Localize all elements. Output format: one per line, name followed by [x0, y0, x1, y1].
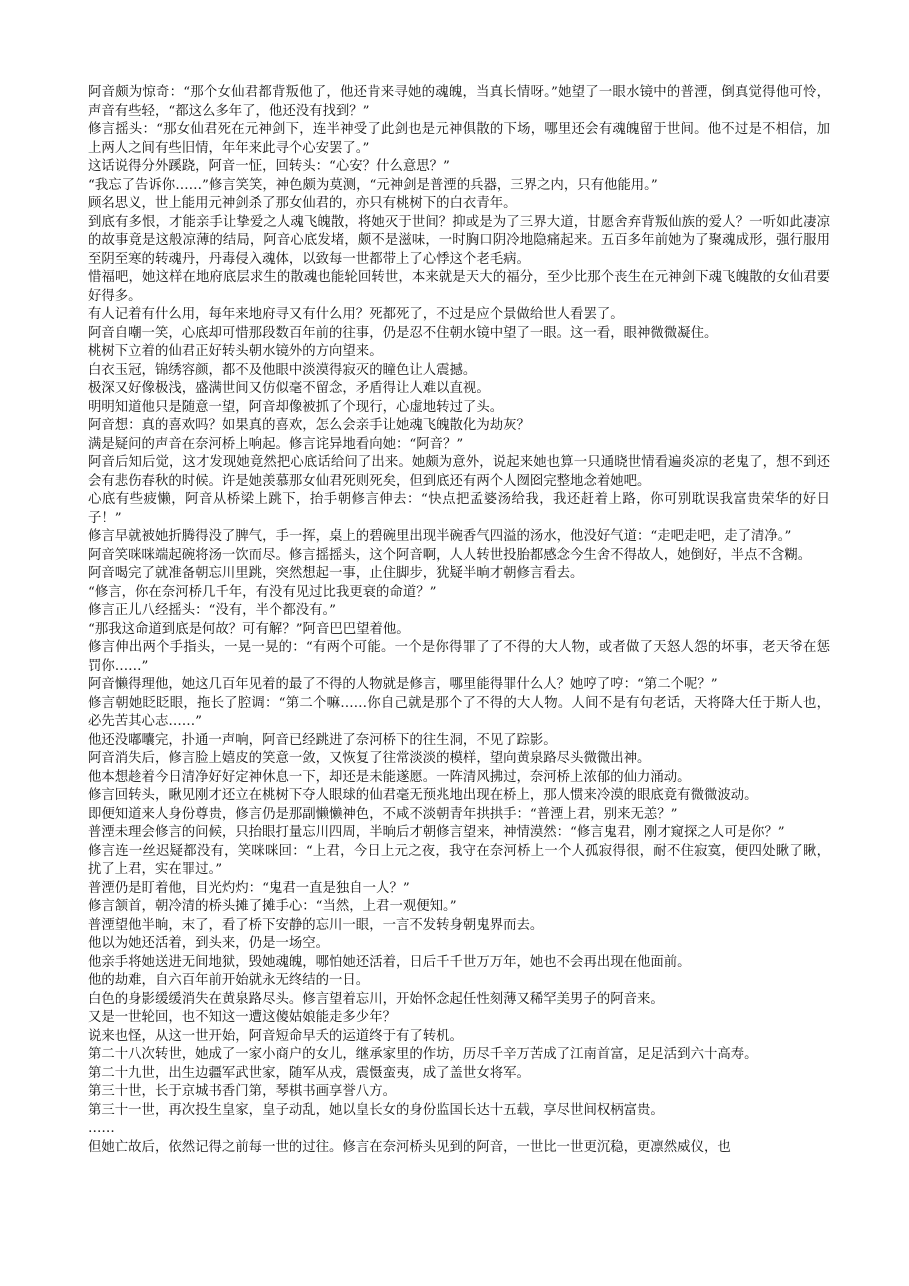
paragraph: 阿音喝完了就准备朝忘川里跳，突然想起一事，止住脚步，犹疑半晌才朝修言看去。: [88, 566, 584, 581]
paragraph: 修言朝她眨眨眼，拖长了腔调：“第二个嘛……你自己就是那个了不得的大人物。人间不是有句老话，天将降大任于斯人也，必先苦其心志……”: [88, 695, 830, 729]
paragraph: 修言颔首，朝冷清的桥头摊了摊手心：“当然，上君一观便知。”: [88, 899, 457, 914]
paragraph: 普湮未理会修言的问候，只抬眼打量忘川四周，半晌后才朝修言望来，神情漠然：“修言鬼君，刚才窥探之人可是你？”: [88, 825, 785, 840]
paragraph: 修言摇头：“那女仙君死在元神剑下，连半神受了此剑也是元神俱散的下场，哪里还会有魂魄留于世间。他不过是不相信，加上两人之间有些旧情，年年来此寻个心安罢了。”: [88, 122, 830, 156]
paragraph: 说来也怪，从这一世开始，阿音短命早夭的运道终于有了转机。: [88, 1028, 463, 1044]
paragraph: 他本想趁着今日清净好好定神休息一下，却还是未能遂愿。一阵清风拂过，奈河桥上浓郁的仙力涌动。: [88, 769, 691, 785]
paragraph: 白色的身影缓缓消失在黄泉路尽头。修言望着忘川，开始怀念起任性刻薄又稀罕美男子的阿音来。: [88, 991, 664, 1007]
paragraph: 极深又好像极浅，盛满世间又仿似毫不留念，矛盾得让人难以直视。: [88, 381, 490, 396]
paragraph: 到底有多恨，才能亲手让挚爱之人魂飞魄散，将她灭于世间？抑或是为了三界大道，甘愿舍弃背叛仙族的爱人？一听如此凄凉的故事竟是这般凉薄的结局，阿音心底发堵，颇不是滋味，一时胸口阴冷地隐痛起来。五百多年前她为了聚魂成形，强行服用至阴至寒的转魂丹，丹毒侵入魂体，以致每一世都带上了心悸这个老毛病。: [88, 214, 830, 267]
paragraph: 阿音自嘲一笑，心底却可惜那段数百年前的往事，仍是忍不住朝水镜中望了一眼。这一看，眼神微微凝住。: [88, 325, 718, 341]
paragraph: 明明知道他只是随意一望，阿音却像被抓了个现行，心虚地转过了头。: [88, 399, 504, 415]
paragraph: 他的劫难，自六百年前开始就永无终结的一日。: [88, 973, 370, 988]
paragraph: 阿音笑咪咪端起碗将汤一饮而尽。修言摇摇头，这个阿音啊，人人转世投胎都感念今生舍不得故人，她倒好，半点不含糊。: [88, 547, 812, 563]
paragraph: 这话说得分外蹊跷，阿音一怔，回转头：“心安？什么意思？”: [88, 159, 450, 174]
paragraph: 又是一世轮回，也不知这一遭这傻姑娘能走多少年？: [88, 1010, 396, 1025]
document-page: [88, 84, 830, 1157]
paragraph: 他亲手将她送进无间地狱，毁她魂魄，哪怕她还活着，日后千千世万万年，她也不会再出现在他面前。: [88, 954, 691, 970]
paragraph: 满是疑问的声音在奈河桥上响起。修言诧异地看向她：“阿音？”: [88, 436, 464, 452]
paragraph: “修言，你在奈河桥几千年，有没有见过比我更衰的命道？”: [88, 584, 437, 600]
paragraph: 心底有些疲懒，阿音从桥梁上跳下，抬手朝修言伸去：“快点把孟婆汤给我，我还赶着上路，你可别耽误我富贵荣华的好日子！”: [88, 492, 830, 526]
paragraph: 他还没嘟囔完，扑通一声响，阿音已经跳进了奈河桥下的往生洞，不见了踪影。: [88, 732, 557, 748]
paragraph: 他以为她还活着，到头来，仍是一场空。: [88, 936, 330, 951]
paragraph: 修言正儿八经摇头：“没有，半个都没有。”: [88, 603, 337, 618]
paragraph: 但她亡故后，依然记得之前每一世的过往。修言在奈河桥头见到的阿音，一世比一世更沉稳，更凛然威仪，也: [88, 1139, 731, 1155]
paragraph: 阿音颇为惊奇：“那个女仙君都背叛他了，他还肯来寻她的魂魄，当真长情呀。”她望了一眼水镜中的普湮，倒真觉得他可怜，声音有些轻，“都这么多年了，他还没有找到？”: [88, 85, 830, 119]
paragraph: 普湮仍是盯着他，目光灼灼：“鬼君一直是独自一人？”: [88, 880, 410, 896]
paragraph: 修言连一丝迟疑都没有，笑咪咪回：“上君，今日上元之夜，我守在奈河桥上一个人孤寂得很，耐不住寂寞，便四处瞅了瞅，扰了上君，实在罪过。”: [88, 843, 830, 877]
paragraph: 修言伸出两个手指头，一晃一晃的：“有两个可能。一个是你得罪了了不得的大人物，或者做了天怒人怨的坏事，老天爷在惩罚你……”: [88, 640, 830, 674]
paragraph: 普湮望他半晌，末了，看了桥下安静的忘川一眼，一言不发转身朝鬼界而去。: [88, 917, 544, 933]
paragraph: ……: [88, 1121, 115, 1136]
paragraph: 修言回转头，瞅见刚才还立在桃树下夺人眼球的仙君毫无预兆地出现在桥上，那人惯来冷漠的眼底竟有微微波动。: [88, 788, 758, 803]
paragraph: 第二十八次转世，她成了一家小商户的女儿，继承家里的作坊，历尽千辛万苦成了江南首富，足足活到六十高寿。: [88, 1047, 758, 1062]
paragraph: 白衣玉冠，锦绣容颜，都不及他眼中淡漠得寂灭的瞳色让人震撼。: [88, 362, 477, 378]
paragraph: “我忘了告诉你……”修言笑笑，神色颇为莫测，“元神剑是普湮的兵器，三界之内，只有他能用。”: [88, 177, 658, 193]
paragraph: 惜福吧，她这样在地府底层求生的散魂也能轮回转世，本来就是天大的福分，至少比那个丧生在元神剑下魂飞魄散的女仙君要好得多。: [88, 270, 830, 304]
paragraph: 即便知道来人身份尊贵，修言仍是那副懒懒神色，不咸不淡朝青年拱拱手：“普湮上君，别来无恙？”: [88, 806, 678, 822]
paragraph: “那我这命道到底是何故？可有解？”阿音巴巴望着他。: [88, 621, 410, 637]
paragraph: 阿音想：真的喜欢吗？如果真的喜欢，怎么会亲手让她魂飞魄散化为劫灰？: [88, 418, 530, 433]
paragraph: 第二十九世，出生边疆军武世家，随军从戎，震慑蛮夷，成了盖世女将军。: [88, 1065, 530, 1081]
paragraph: 桃树下立着的仙君正好转头朝水镜外的方向望来。: [88, 344, 383, 359]
paragraph: 有人记着有什么用，每年来地府寻又有什么用？死都死了，不过是应个景做给世人看罢了。: [88, 307, 624, 322]
paragraph: 顾名思义，世上能用元神剑杀了那女仙君的，亦只有桃树下的白衣青年。: [88, 196, 517, 211]
paragraph: 阿音懒得理他，她这几百年见着的最了不得的人物就是修言，哪里能得罪什么人？她哼了哼：“第二个呢？”: [88, 677, 718, 692]
paragraph: 阿音后知后觉，这才发现她竟然把心底话给问了出来。她颇为意外，说起来她也算一只通晓世情看遍炎凉的老鬼了，想不到还会有悲伤春秋的时候。许是她羡慕那女仙君死则死矣，但到底还有两个人囫囵完整地念着她吧。: [88, 455, 830, 489]
paragraph: 第三十世，长于京城书香门第，琴棋书画享誉八方。: [88, 1084, 396, 1099]
paragraph: 第三十一世，再次投生皇家，皇子动乱，她以皇长女的身份监国长达十五载，享尽世间权柄富贵。: [88, 1102, 664, 1118]
paragraph: 阿音消失后，修言脸上嬉皮的笑意一敛，又恢复了往常淡淡的模样，望向黄泉路尽头微微出神。: [88, 751, 651, 766]
paragraph: 修言早就被她折腾得没了脾气，手一挥，桌上的碧碗里出现半碗香气四溢的汤水，他没好气道：“走吧走吧，走了清净。”: [88, 529, 792, 544]
